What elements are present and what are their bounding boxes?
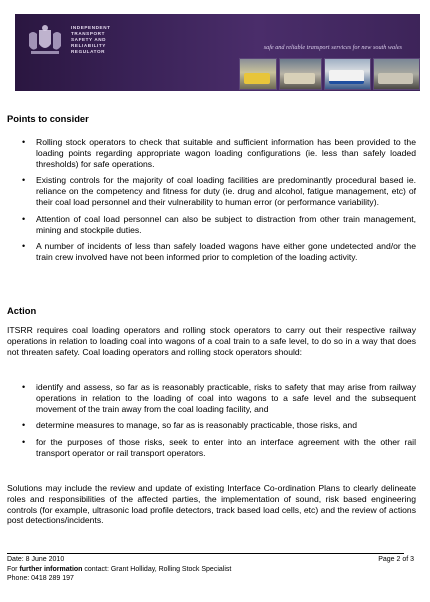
list-item: • Attention of coal load personnel can also be subject to distraction from other train management, mining and stockpile duties. (36, 214, 416, 236)
train-photo (373, 58, 420, 90)
train-photo (279, 58, 322, 90)
list-item: • identify and assess, so far as is reasonably practicable, risks to safety that may arise from railway operations in relation to the loading of coal into wagons to a safe level and the subsequent movement of the train away from the coal loading facility, and (36, 382, 416, 414)
regulator-name: INDEPENDENT TRANSPORT SAFETY AND RELIABILITY REGULATOR (71, 25, 111, 54)
nsw-coat-of-arms-logo (25, 24, 65, 58)
train-photo (324, 58, 371, 90)
points-list (36, 137, 416, 269)
action-heading: Action (7, 305, 37, 316)
action-intro: ITSRR requires coal loading operators and rolling stock operators to carry out their respective railway operations in relation to loading coal into wagons of a coal train to a safe level, to do so in a way that does not threaten safety. Coal loading operators and rolling stock operators should: (7, 325, 416, 357)
footer-phone: Phone: 0418 289 197 (7, 575, 74, 582)
list-item: • for the purposes of those risks, seek to enter into an interface agreement with the other rail transport operator or rail transport operators. (36, 437, 416, 459)
footer-contact: For further information contact: Grant Holliday, Rolling Stock Specialist (7, 565, 232, 573)
page-footer (7, 555, 414, 584)
footer-date: Date: 8 June 2010 (7, 556, 65, 563)
footer-divider (7, 553, 404, 554)
points-heading: Points to consider (7, 113, 89, 124)
train-photo-strip (239, 58, 420, 90)
list-item: • Rolling stock operators to check that suitable and sufficient information has been provided to the loading points regarding appropriate wagon loading configurations (ie. less than safely loaded thresholds) for safe operations. (36, 137, 416, 169)
header-tagline: safe and reliable transport services for new south wales (263, 44, 402, 51)
action-list (36, 382, 416, 465)
list-item: • Existing controls for the majority of coal loading facilities are predominantly procedural based ie. reliance on the competency and fitness for duty (ie. drug and alcohol, fatigue management, etc) of their coal load personnel and their vulnerability to human error (or performance variability). (36, 175, 416, 207)
page-number: Page 2 of 3 (378, 556, 414, 563)
header-banner (15, 14, 420, 91)
solutions-paragraph: Solutions may include the review and update of existing Interface Co-ordination Plans to clearly delineate roles and responsibilities of the affected parties, the implementation of sound, risk based engineering controls (for example, ultrasonic load profile detectors, track based load cells, etc) and the review of actions post detections/incidents. (7, 483, 416, 526)
train-photo (239, 58, 277, 90)
list-item: • A number of incidents of less than safely loaded wagons have either gone undetected and/or the train crew involved have not been informed prior to completion of the loading activity. (36, 241, 416, 263)
list-item: • determine measures to manage, so far as is reasonably practicable, those risks, and (36, 420, 416, 431)
